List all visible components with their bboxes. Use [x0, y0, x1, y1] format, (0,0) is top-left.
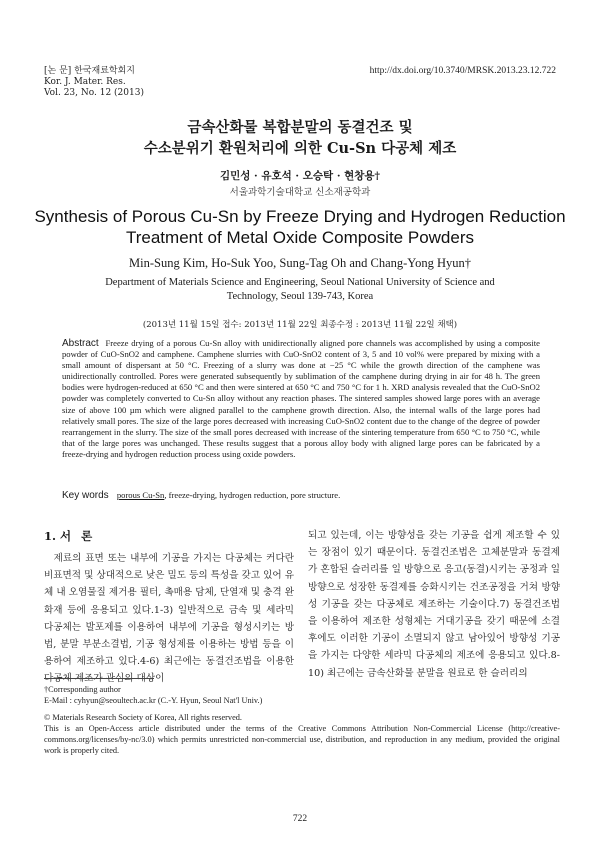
keyword-first: porous Cu-Sn: [116, 490, 165, 500]
license-notice: This is an Open-Access article distributed under the terms of the Creative Commons Attribution Non-Commercial License (http://creative-commons.org/licenses/by-nc/3.0) which permits unrestricted non-commercial use, distribution, and reproduction in any medium, provided the original work is properly cited.: [44, 724, 560, 755]
corresponding-author: †Corresponding author: [44, 685, 121, 694]
keywords-rest: , freeze-drying, hydrogen reduction, pore structure.: [164, 490, 341, 500]
abstract-label: Abstract: [62, 338, 99, 349]
affiliation-en-line2: Technology, Seoul 139-743, Korea: [226, 291, 374, 302]
section-title: 론: [81, 529, 93, 543]
affiliation-ko: 서울과학기술대학교 신소재공학과: [229, 187, 371, 198]
title-en-line2: Treatment of Metal Oxide Composite Powders: [125, 228, 474, 247]
body-left-column: 제료의 표면 또는 내부에 기공을 가지는 다공체는 커다란 비표면적 및 상대적으로 낮은 밀도 등의 특성을 갖고 있어 유체 내 오염물질 제거용 필터, 촉매용 담체, 단열재 및 충격 완화재 등에 응용되고 있다.1-3) 일반적으로 금속 및 세라믹 다공체는 발포제를 이용하여 내부에 기공을 형성시키는 방법, 분말 부분소결법, 기공 형성제를 이용하는 방법 등을 이용하여 제조하고 있다.4-6) 최근에는 동결건조법을 이용한 다공체 제조가 관심의 대상이: [44, 553, 294, 685]
footnote-block: [44, 684, 560, 756]
authors-ko: 김민성 · 유호석 · 오승탁 · 현창용†: [219, 170, 381, 182]
affiliation-en: [40, 276, 560, 304]
abstract: [62, 338, 540, 460]
title-ko-line2: 수소분위기 환원처리에 의한 Cu-Sn 다공체 제조: [143, 140, 457, 157]
title-en-line1: Synthesis of Porous Cu-Sn by Freeze Drying and Hydrogen Reduction: [34, 207, 566, 226]
authors-en: Min-Sung Kim, Ho-Suk Yoo, Sung-Tag Oh and Chang-Yong Hyun†: [129, 256, 471, 270]
section-number: 1. 서: [44, 529, 72, 543]
keywords-label: Key words: [62, 490, 109, 501]
journal-volume: Vol. 23, No. 12 (2013): [44, 88, 144, 98]
received-dates: (2013년 11월 15일 접수: 2013년 11월 22일 최종수정 : 2013년 11월 22일 채택): [142, 320, 458, 330]
abstract-text: Freeze drying of a porous Cu-Sn alloy with unidirectionally aligned pore channels was accomplished by using a composite powder of CuO-SnO2 and camphene. Camphene slurries with CuO-SnO2 content of 3, 5 and 10 vol% were prepared by mixing with a small amount of dispersant at 50 °C. Freezing of a slurry was done at −25 °C while the growth direction of the camphene was unidirectionally controlled. Pores were generated subsequently by sublimation of the camphene during drying in air for 48 h. The green bodies were hydrogen-reduced at 650 °C and then were sintered at 650 °C and 750 °C for 1 h. XRD analysis revealed that the CuO-SnO2 powder was completely converted to Cu-Sn alloy without any reaction phases. The sintered samples showed large pores with an average size of above 100 µm which were aligned parallel to the camphene growth direction. Also, the internal walls of the large pores had relatively small pores. The size of the large pores decreased with increasing CuO-SnO2 content due to the change of the degree of powder rearrangement in the slurry. The size of the small pores decreased with increase of the sintering temperature from 650 °C to 750 °C, while that of the large pores was unchanged. These results suggest that a porous alloy body with aligned large pores can be fabricated by a freeze-drying and hydrogen reduction process using oxide powders.: [62, 338, 540, 459]
keywords: [62, 490, 540, 501]
affiliation-en-line1: Department of Materials Science and Engineering, Seoul National University of Science and: [105, 277, 495, 288]
journal-abbrev: Kor. J. Mater. Res.: [44, 77, 126, 87]
page-number: 722: [292, 814, 308, 824]
title-ko-line1: 금속산화물 복합분말의 동결건조 및: [187, 119, 413, 136]
section-heading-introduction: [44, 528, 98, 544]
doi-link[interactable]: http://dx.doi.org/10.3740/MRSK.2013.23.12.722: [369, 66, 556, 76]
author-email: E-Mail : cyhyun@seoultech.ac.kr (C.-Y. Hyun, Seoul Nat'l Univ.): [44, 696, 263, 705]
copyright-notice: © Materials Research Society of Korea, All rights reserved.: [44, 713, 242, 722]
journal-header: [44, 66, 144, 99]
footnote-rule: [44, 678, 154, 679]
body-right-column: 되고 있는데, 이는 방향성을 갖는 기공을 쉽게 제조할 수 있는 장점이 있기 때문이다. 동결건조법은 고체분말과 동결제가 혼합된 슬러리를 일 방향으로 응고(동결)시키는 공정과 일방향으로 성장한 동결제를 승화시키는 건조공정을 거쳐 방향성 기공을 갖는 다공체로 제조하는 기술이다.7) 동결건조법을 이용하여 제조한 성형체는 거대기공을 갖기 때문에 소결 후에도 이러한 기공이 소멸되지 않고 남아있어 방향성 기공을 가지는 다양한 세라믹 다공체의 제조에 응용되고 있다.8-10) 최근에는 금속산화물 분말을 원료로 한 슬러리의: [308, 530, 560, 679]
journal-name-ko: [논 문] 한국재료학회지: [44, 66, 135, 76]
